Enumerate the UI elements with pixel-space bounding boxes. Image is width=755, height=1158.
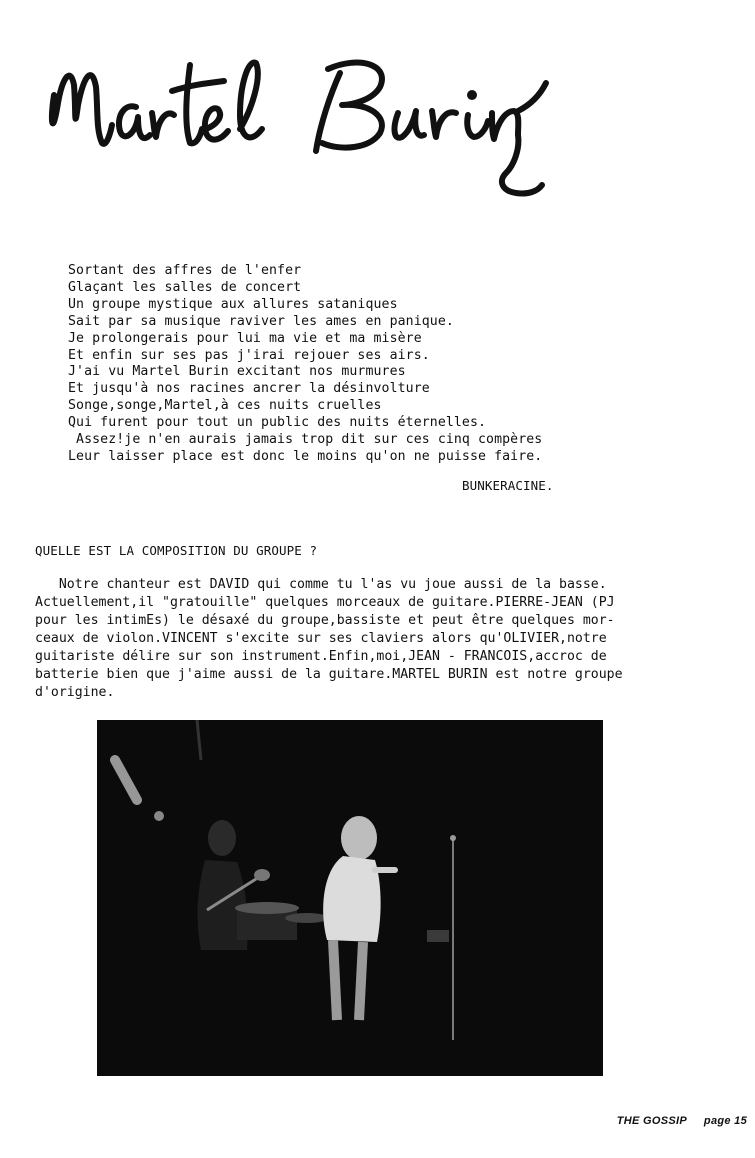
concert-photo [97, 720, 603, 1076]
magazine-name: THE GOSSIP [616, 1115, 687, 1127]
answer-line: d'origine. [35, 685, 115, 700]
poem-line: J'ai vu Martel Burin excitant nos murmures [68, 364, 406, 380]
poem-line: Sortant des affres de l'enfer [68, 263, 302, 278]
poem [68, 263, 688, 466]
poem-line: Songe,songe,Martel,à ces nuits cruelles [68, 398, 382, 414]
page-footer [603, 1115, 747, 1127]
poem-line: Et jusqu'à nos racines ancrer la désinvolture [68, 381, 430, 397]
answer-line: Notre chanteur est DAVID qui comme tu l'as vu joue aussi de la basse. [35, 577, 607, 592]
poem-line: Leur laisser place est donc le moins qu'on ne puisse faire. [68, 448, 543, 464]
interview-question: QUELLE EST LA COMPOSITION DU GROUPE ? [35, 543, 318, 558]
handwritten-title-drawing [40, 25, 570, 205]
answer-line: batterie bien que j'aime aussi de la guitare.MARTEL BURIN est notre groupe [35, 667, 623, 682]
poem-line: Je prolongerais pour lui ma vie et ma misère [68, 330, 422, 346]
interview-answer [35, 576, 725, 702]
poem-line: Glaçant les salles de concert [68, 279, 302, 295]
handwritten-title [40, 25, 570, 205]
answer-line: guitariste délire sur son instrument.Enfin,moi,JEAN - FRANCOIS,accroc de [35, 649, 607, 664]
poem-line: Qui furent pour tout un public des nuits éternelles. [68, 415, 487, 431]
answer-line: Actuellement,il "gratouille" quelques morceaux de guitare.PIERRE-JEAN (PJ [35, 595, 615, 610]
poem-line: Assez!je n'en aurais jamais trop dit sur ces cinq compères [68, 432, 543, 448]
poem-line: Sait par sa musique raviver les ames en panique. [68, 313, 454, 329]
concert-photo-drawing [97, 720, 603, 1076]
poem-line: Un groupe mystique aux allures sataniques [68, 296, 398, 312]
page-number: page 15 [703, 1115, 747, 1127]
answer-line: ceaux de violon.VINCENT s'excite sur ses claviers alors qu'OLIVIER,notre [35, 631, 607, 646]
answer-line: pour les intimEs) le désaxé du groupe,bassiste et peut être quelques mor- [35, 613, 615, 628]
poem-line: Et enfin sur ses pas j'irai rejouer ses airs. [68, 347, 430, 363]
poem-signature: BUNKERACINE. [462, 478, 554, 493]
